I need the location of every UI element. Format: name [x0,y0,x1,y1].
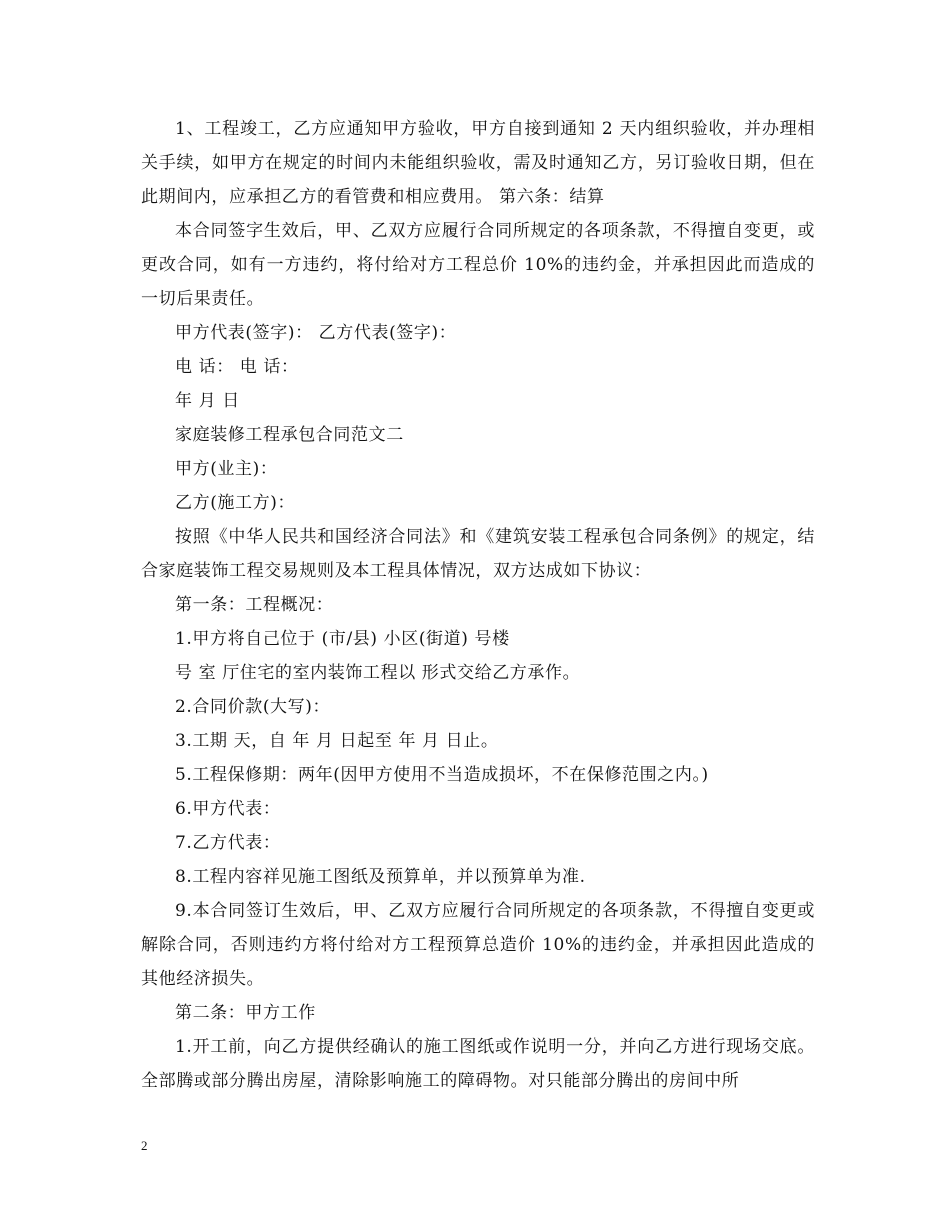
signature-line: 甲方代表(签字)： 乙方代表(签字)： [175,323,457,343]
item-9-breach: 9.本合同签订生效后，甲、乙双方应履行合同所规定的各项条款，不得擅自变更或解除合同，否则违约方将付给对方工程预算总造价 10%的违约金，并承担因此造成的其他经济损失。 [141,901,815,989]
item-7-party-b-rep: 7.乙方代表： [175,833,281,853]
party-b-line: 乙方(施工方)： [175,493,296,513]
paragraph-acceptance: 1、工程竣工，乙方应通知甲方验收，甲方自接到通知 2 天内组织验收，并办理相关手续，如甲方在规定的时间内未能组织验收，需及时通知乙方，另订验收日期，但在此期间内，应承担乙方的看管费和相应费用。 第六条：结算 [141,119,815,207]
section-title: 家庭装修工程承包合同范文二 [175,425,404,445]
legal-basis-paragraph: 按照《中华人民共和国经济合同法》和《建筑安装工程承包合同条例》的规定，结合家庭装饰工程交易规则及本工程具体情况，双方达成如下协议： [141,527,815,581]
document-body [141,112,815,1098]
item-3-duration: 3.工期 天，自 年 月 日起至 年 月 日止。 [175,731,499,751]
page-number: 2 [141,1138,148,1153]
paragraph-breach-clause: 本合同签字生效后，甲、乙双方应履行合同所规定的各项条款，不得擅自变更，或更改合同，如有一方违约，将付给对方工程总价 10%的违约金，并承担因此而造成的一切后果责任。 [141,221,815,309]
party-a-line: 甲方(业主)： [175,459,278,479]
item-1-location: 1.甲方将自己位于 (市/县) 小区(街道) 号楼 [175,629,510,649]
item-6-party-a-rep: 6.甲方代表： [175,799,281,819]
phone-line: 电 话： 电 话： [175,357,299,377]
item-1-continued: 号 室 厅住宅的室内装饰工程以 形式交给乙方承作。 [175,663,581,683]
item-5-warranty: 5.工程保修期：两年(因甲方使用不当造成损坏，不在保修范围之内。) [175,765,709,785]
item-8-scope: 8.工程内容祥见施工图纸及预算单，并以预算单为准. [175,867,586,887]
date-line: 年 月 日 [175,391,240,411]
article-two-item-1: 1.开工前，向乙方提供经确认的施工图纸或作说明一分，并向乙方进行现场交底。全部腾或部分腾出房屋，清除影响施工的障碍物。对只能部分腾出的房间中所 [141,1037,815,1091]
item-2-price: 2.合同价款(大写)： [175,697,331,717]
article-two-heading: 第二条：甲方工作 [175,1003,316,1023]
article-one-heading: 第一条：工程概况： [175,595,334,615]
